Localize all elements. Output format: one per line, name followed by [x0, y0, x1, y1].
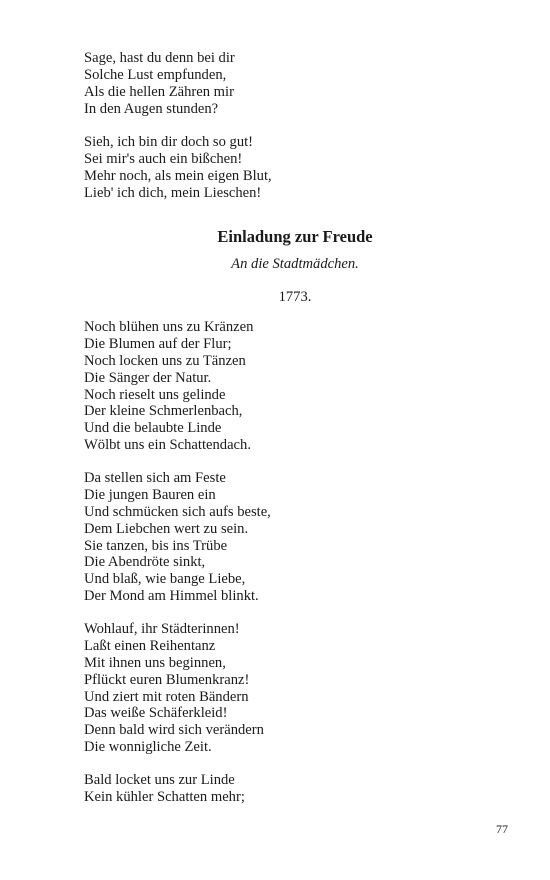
poem-subtitle: An die Stadtmädchen.: [231, 256, 359, 272]
poem-stanza-3: [84, 621, 484, 756]
verse-line: Die Blumen auf der Flur;: [84, 335, 232, 352]
verse-line: Noch rieselt uns gelinde: [84, 386, 226, 403]
verse-line: Pflückt euren Blumenkranz!: [84, 671, 250, 688]
verse-line: Die Sänger der Natur.: [84, 369, 212, 386]
verse-line: Und schmücken sich aufs beste,: [84, 503, 271, 520]
verse-line: Kein kühler Schatten mehr;: [84, 788, 245, 805]
verse-line: Dem Liebchen wert zu sein.: [84, 520, 249, 537]
verse-line: Und blaß, wie bange Liebe,: [84, 571, 246, 588]
verse-line: Bald locket uns zur Linde: [84, 772, 235, 788]
verse-line: Das weiße Schäferkleid!: [84, 705, 228, 722]
verse-line: Solche Lust empfunden,: [84, 66, 227, 83]
verse-line: Wölbt uns ein Schattendach.: [84, 437, 251, 454]
verse-line: Noch locken uns zu Tänzen: [84, 352, 246, 369]
verse-line: Und die belaubte Linde: [84, 420, 222, 437]
verse-line: Mehr noch, als mein eigen Blut,: [84, 167, 272, 184]
verse-line: Wohlauf, ihr Städterinnen!: [84, 621, 240, 637]
verse-line: Die wonnigliche Zeit.: [84, 739, 212, 756]
verse-line: Da stellen sich am Feste: [84, 470, 226, 486]
poem-stanza-2: [84, 470, 484, 605]
verse-line: Sieh, ich bin dir doch so gut!: [84, 134, 254, 150]
verse-line: Die jungen Bauren ein: [84, 486, 216, 503]
poem-year: 1773.: [278, 289, 312, 305]
verse-line: Sage, hast du denn bei dir: [84, 50, 235, 66]
verse-line: Lieb' ich dich, mein Lieschen!: [84, 184, 262, 201]
previous-poem-stanza-1: [84, 50, 484, 118]
verse-line: Der Mond am Himmel blinkt.: [84, 588, 259, 605]
poem-stanza-1: [84, 319, 484, 454]
verse-line: Laßt einen Reihentanz: [84, 637, 216, 654]
verse-line: In den Augen stunden?: [84, 100, 219, 117]
verse-line: Als die hellen Zähren mir: [84, 83, 234, 100]
previous-poem-stanza-2: [84, 134, 484, 202]
verse-line: Der kleine Schmerlenbach,: [84, 403, 243, 420]
poem-title: Einladung zur Freude: [217, 227, 373, 246]
verse-line: Sie tanzen, bis ins Trübe: [84, 537, 228, 554]
verse-line: Die Abendröte sinkt,: [84, 554, 206, 571]
page-number: 77: [496, 822, 508, 836]
verse-line: Sei mir's auch ein bißchen!: [84, 150, 243, 167]
poem-stanza-4: [84, 772, 484, 806]
verse-line: Mit ihnen uns beginnen,: [84, 654, 226, 671]
verse-line: Und ziert mit roten Bändern: [84, 688, 249, 705]
verse-line: Noch blühen uns zu Kränzen: [84, 319, 254, 335]
verse-line: Denn bald wird sich verändern: [84, 722, 264, 739]
